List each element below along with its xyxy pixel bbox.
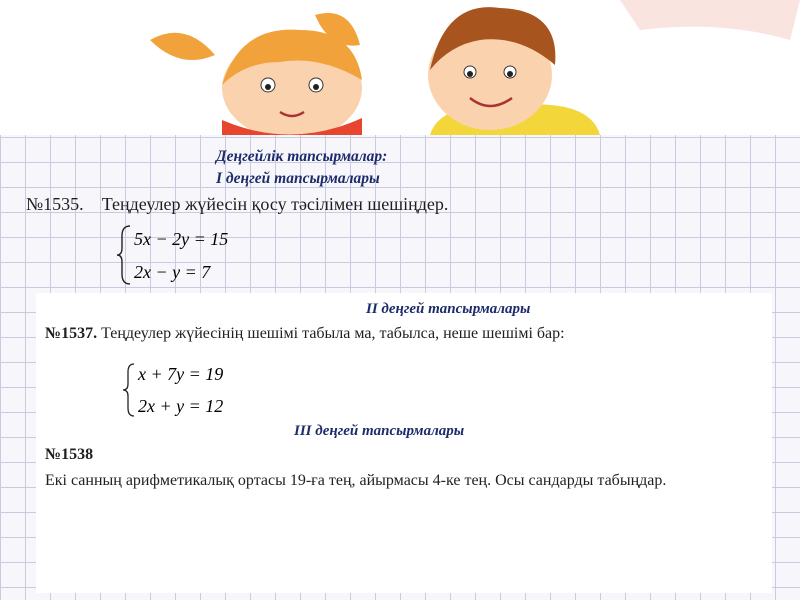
- equation-2-2: 2x + y = 12: [138, 396, 224, 416]
- children-illustration: [0, 0, 800, 135]
- girl-figure: [150, 13, 362, 135]
- heading-block: [216, 146, 387, 190]
- task-1535-number: №1535.: [26, 194, 84, 214]
- task-1537-text: Теңдеулер жүйесінің шешімі табыла ма, табылса, неше шешімі бар:: [101, 325, 565, 342]
- boy-right-pupil: [507, 71, 513, 77]
- left-brace: [117, 226, 130, 284]
- task-1537-number: №1537.: [45, 325, 98, 342]
- level1-title: І деңгей тапсырмалары: [216, 170, 380, 187]
- task-1538-number: №1538: [45, 446, 94, 463]
- equation-1-1: 5x − 2y = 15: [134, 229, 229, 249]
- girl-left-pupil: [265, 84, 271, 90]
- left-brace: [123, 364, 134, 416]
- equation-system-1: [116, 222, 276, 293]
- background-blob: [620, 0, 800, 40]
- equation-system-2: [120, 360, 290, 425]
- task-1535-text: Теңдеулер жүйесін қосу тәсілімен шешіңдер.: [101, 194, 449, 214]
- boy-left-pupil: [467, 71, 473, 77]
- task-1535: [26, 194, 448, 215]
- equation-2-1: x + 7y = 19: [138, 364, 224, 384]
- page-title: Деңгейлік тапсырмалар:: [216, 148, 388, 165]
- system-brace-2: [120, 360, 290, 420]
- task-1538-text: Екі санның арифметикалық ортасы 19-ға тең, айырмасы 4-ке тең. Осы сандарды табыңдар.: [45, 472, 667, 489]
- task-1537: [45, 325, 565, 343]
- system-brace-1: [116, 222, 276, 288]
- boy-figure: [428, 7, 600, 135]
- content-panel: [36, 293, 772, 593]
- level3-title: ІІІ деңгей тапсырмалары: [294, 423, 465, 439]
- girl-left-pigtail: [150, 33, 215, 60]
- header-illustration: [0, 0, 800, 135]
- level2-title: ІІ деңгей тапсырмалары: [366, 301, 531, 317]
- girl-right-pupil: [313, 84, 319, 90]
- equation-1-2: 2x − y = 7: [134, 262, 211, 282]
